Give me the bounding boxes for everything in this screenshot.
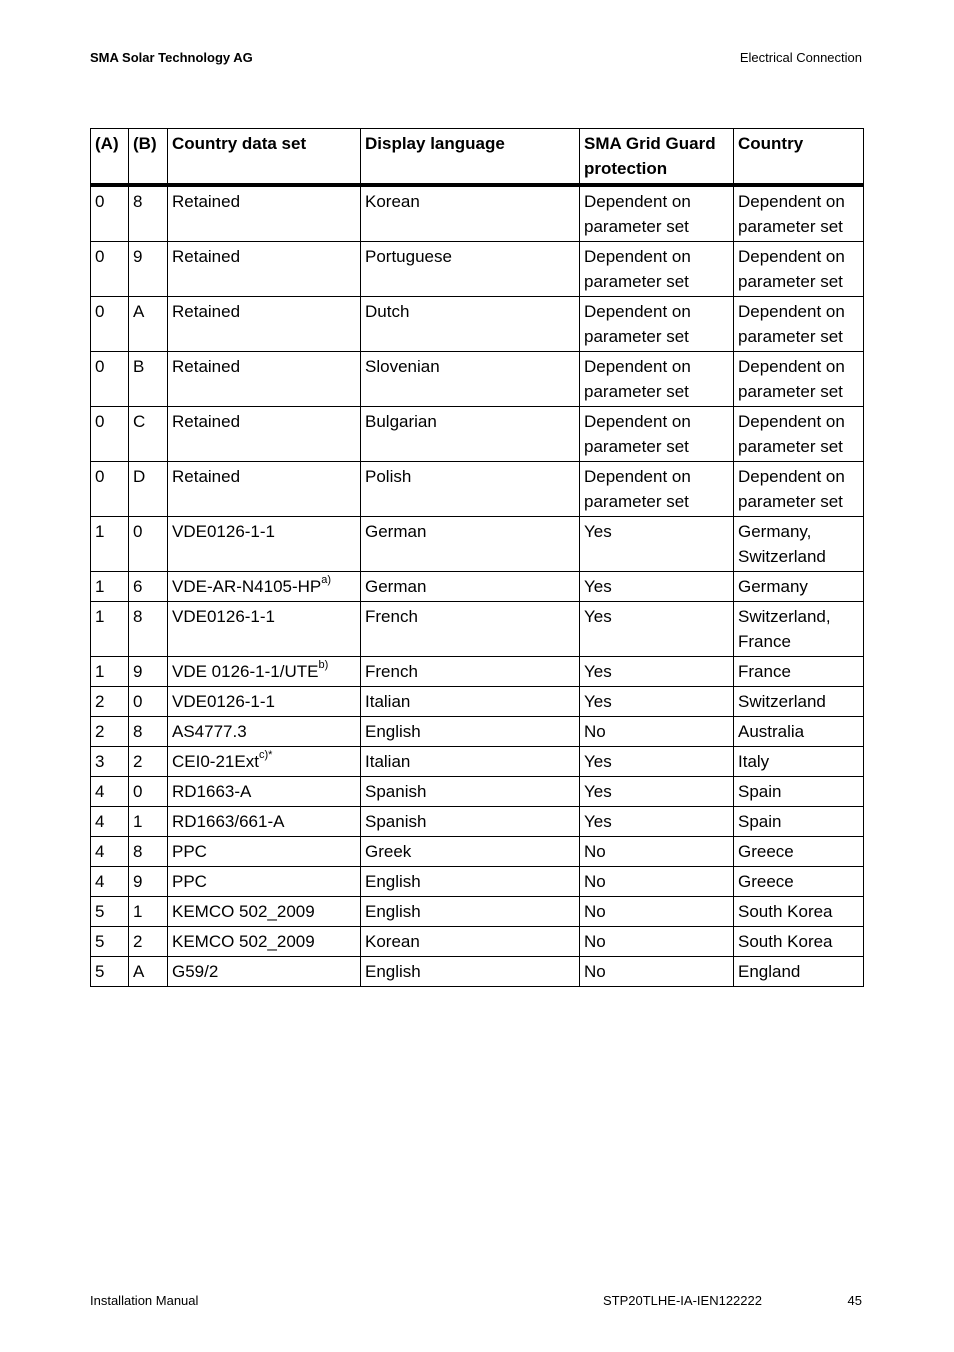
cell-grid-guard: Yes [580,517,734,572]
cell-a: 1 [91,602,129,657]
table-header-row [91,129,864,186]
table-row [91,572,864,602]
cell-b: 8 [129,185,168,242]
cell-grid-guard: Dependent on parameter set [580,407,734,462]
cell-country: Switzerland, France [734,602,864,657]
cell-country-data-set [168,837,361,867]
dataset-name: AS4777.3 [172,722,247,741]
cell-a: 2 [91,687,129,717]
cell-country: Dependent on parameter set [734,407,864,462]
table-row [91,242,864,297]
cell-country: Australia [734,717,864,747]
cell-country-data-set [168,717,361,747]
table-row [91,602,864,657]
cell-display-language: Portuguese [361,242,580,297]
footnote-marker: a) [321,574,332,587]
cell-display-language: Slovenian [361,352,580,407]
cell-country-data-set [168,352,361,407]
cell-a: 1 [91,572,129,602]
cell-grid-guard: Yes [580,747,734,777]
cell-display-language: English [361,897,580,927]
cell-display-language: English [361,867,580,897]
dataset-name: Retained [172,302,241,321]
cell-country-data-set [168,517,361,572]
cell-country-data-set [168,807,361,837]
table-row [91,717,864,747]
cell-country: Italy [734,747,864,777]
dataset-name: RD1663/661-A [172,812,285,831]
cell-a: 1 [91,517,129,572]
cell-country: South Korea [734,927,864,957]
dataset-name: VDE0126-1-1 [172,522,276,541]
cell-display-language: Greek [361,837,580,867]
cell-country: Dependent on parameter set [734,297,864,352]
cell-a: 0 [91,242,129,297]
table-row [91,867,864,897]
dataset-name: Retained [172,357,241,376]
table-row [91,185,864,242]
cell-b: 1 [129,807,168,837]
footer-doc-title: Installation Manual [90,1293,199,1308]
cell-display-language: English [361,957,580,987]
dataset-name: PPC [172,872,207,891]
cell-a: 4 [91,867,129,897]
cell-country: South Korea [734,897,864,927]
cell-display-language: Polish [361,462,580,517]
cell-country-data-set [168,867,361,897]
cell-country-data-set [168,957,361,987]
cell-country: Dependent on parameter set [734,352,864,407]
cell-country: Dependent on parameter set [734,185,864,242]
cell-country-data-set [168,407,361,462]
cell-grid-guard: Dependent on parameter set [580,185,734,242]
dataset-name: Retained [172,192,241,211]
cell-display-language: Spanish [361,807,580,837]
table-row [91,777,864,807]
col-header-display-language: Display language [361,129,580,186]
table-row [91,687,864,717]
cell-b: 0 [129,687,168,717]
cell-a: 0 [91,352,129,407]
cell-grid-guard: Yes [580,657,734,687]
dataset-name: G59/2 [172,962,219,981]
table-row [91,657,864,687]
cell-country-data-set [168,687,361,717]
cell-country: Germany, Switzerland [734,517,864,572]
page-number: 45 [847,1293,862,1308]
cell-b: 9 [129,867,168,897]
dataset-name: VDE 0126-1-1/UTE [172,662,319,681]
col-header-a: (A) [91,129,129,186]
cell-display-language: French [361,657,580,687]
cell-grid-guard: Yes [580,777,734,807]
dataset-name: KEMCO 502_2009 [172,902,315,921]
cell-grid-guard: Dependent on parameter set [580,242,734,297]
cell-b: 8 [129,837,168,867]
cell-country: France [734,657,864,687]
cell-grid-guard: Dependent on parameter set [580,297,734,352]
cell-country-data-set [168,777,361,807]
cell-grid-guard: Yes [580,572,734,602]
dataset-name: RD1663-A [172,782,252,801]
cell-b: 8 [129,602,168,657]
cell-country: Greece [734,867,864,897]
cell-display-language: Korean [361,927,580,957]
dataset-name: VDE0126-1-1 [172,692,276,711]
cell-country-data-set [168,897,361,927]
table-row [91,957,864,987]
cell-display-language: French [361,602,580,657]
cell-a: 5 [91,927,129,957]
cell-country: Spain [734,777,864,807]
col-header-b: (B) [129,129,168,186]
cell-b: 6 [129,572,168,602]
cell-grid-guard: No [580,957,734,987]
col-header-country: Country [734,129,864,186]
cell-country: Dependent on parameter set [734,462,864,517]
header-section: Electrical Connection [739,50,862,65]
cell-country-data-set [168,927,361,957]
cell-grid-guard: Dependent on parameter set [580,352,734,407]
cell-grid-guard: Yes [580,687,734,717]
col-header-grid-guard: SMA Grid Guard protection [580,129,734,186]
cell-grid-guard: No [580,837,734,867]
dataset-name: Retained [172,412,241,431]
cell-display-language: Spanish [361,777,580,807]
country-data-table [90,128,864,987]
cell-grid-guard: No [580,717,734,747]
dataset-name: VDE-AR-N4105-HP [172,577,322,596]
cell-country-data-set [168,185,361,242]
dataset-name: PPC [172,842,207,861]
cell-a: 5 [91,897,129,927]
cell-grid-guard: No [580,927,734,957]
cell-country: England [734,957,864,987]
cell-display-language: Italian [361,687,580,717]
cell-grid-guard: No [580,867,734,897]
cell-display-language: Bulgarian [361,407,580,462]
cell-a: 3 [91,747,129,777]
cell-b: C [129,407,168,462]
cell-a: 1 [91,657,129,687]
dataset-name: KEMCO 502_2009 [172,932,315,951]
cell-country-data-set [168,297,361,352]
cell-country: Switzerland [734,687,864,717]
cell-b: D [129,462,168,517]
cell-country-data-set [168,462,361,517]
cell-grid-guard: Yes [580,807,734,837]
cell-b: 2 [129,747,168,777]
cell-b: 9 [129,657,168,687]
cell-country-data-set [168,242,361,297]
table-row [91,352,864,407]
cell-display-language: Dutch [361,297,580,352]
footer-doc-code: STP20TLHE-IA-IEN122222 [603,1293,762,1308]
table-row [91,837,864,867]
table-row [91,462,864,517]
cell-a: 4 [91,777,129,807]
footnote-marker: c)* [258,749,273,762]
cell-b: 0 [129,517,168,572]
cell-country-data-set [168,602,361,657]
cell-a: 0 [91,297,129,352]
header-company: SMA Solar Technology AG [90,50,253,65]
cell-a: 0 [91,462,129,517]
cell-country: Spain [734,807,864,837]
cell-display-language: English [361,717,580,747]
cell-grid-guard: No [580,897,734,927]
cell-country-data-set [168,572,361,602]
cell-a: 5 [91,957,129,987]
cell-country-data-set [168,657,361,687]
cell-a: 0 [91,185,129,242]
table-row [91,517,864,572]
cell-a: 0 [91,407,129,462]
cell-display-language: German [361,517,580,572]
cell-a: 4 [91,837,129,867]
cell-a: 4 [91,807,129,837]
table-row [91,807,864,837]
cell-b: 8 [129,717,168,747]
cell-country: Germany [734,572,864,602]
cell-b: 9 [129,242,168,297]
cell-b: B [129,352,168,407]
cell-display-language: German [361,572,580,602]
table-row [91,927,864,957]
dataset-name: Retained [172,467,241,486]
cell-grid-guard: Dependent on parameter set [580,462,734,517]
dataset-name: CEI0-21Ext [172,752,259,771]
footnote-marker: b) [318,659,329,672]
table-row [91,407,864,462]
cell-country: Greece [734,837,864,867]
cell-display-language: Korean [361,185,580,242]
cell-country-data-set [168,747,361,777]
cell-display-language: Italian [361,747,580,777]
cell-grid-guard: Yes [580,602,734,657]
cell-b: 0 [129,777,168,807]
col-header-country-data-set: Country data set [168,129,361,186]
dataset-name: VDE0126-1-1 [172,607,276,626]
cell-b: 1 [129,897,168,927]
dataset-name: Retained [172,247,241,266]
table-row [91,747,864,777]
cell-country: Dependent on parameter set [734,242,864,297]
cell-b: A [129,297,168,352]
table-row [91,897,864,927]
cell-b: 2 [129,927,168,957]
cell-a: 2 [91,717,129,747]
cell-b: A [129,957,168,987]
table-row [91,297,864,352]
